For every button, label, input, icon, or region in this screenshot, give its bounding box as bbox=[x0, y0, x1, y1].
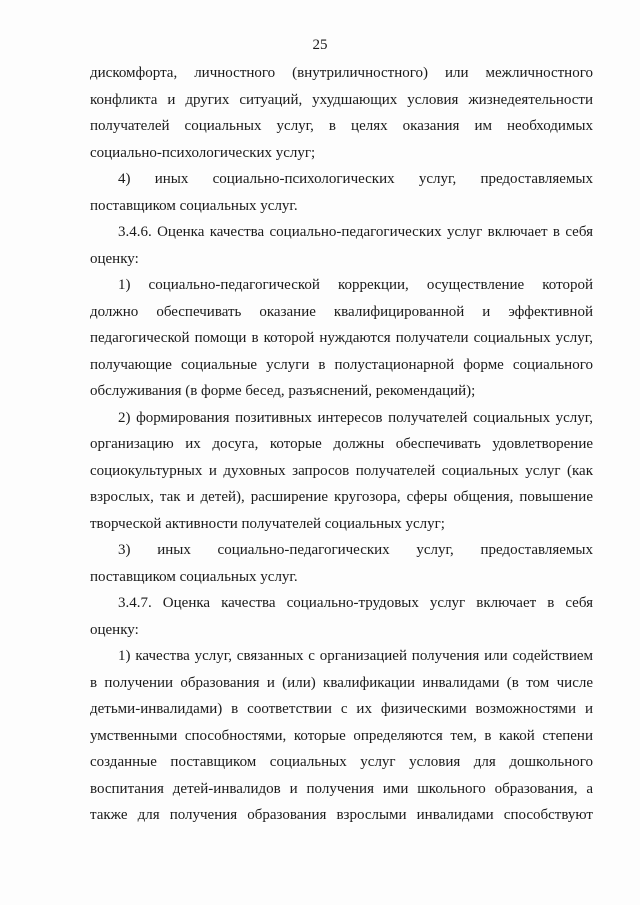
text-line: социально-психологических услуг; bbox=[90, 144, 316, 161]
paragraph-p-item-4-psych bbox=[90, 166, 593, 219]
text-line: 3.4.6. Оценка качества социально-педагогических услуг включает в себя bbox=[118, 224, 593, 240]
text-line: получающие социальные услуги в полустационарной форме социального bbox=[90, 356, 593, 373]
paragraph-p-3-4-6-item-3 bbox=[90, 537, 593, 590]
text-line: 2) формирования позитивных интересов получателей социальных услуг, bbox=[118, 409, 593, 426]
text-line: созданные поставщиком социальных услуг условия для дошкольного bbox=[90, 754, 593, 770]
text-line: поставщиком социальных услуг. bbox=[90, 568, 298, 585]
text-line: организацию их досуга, которые должны обеспечивать удовлетворение bbox=[90, 436, 593, 452]
text-line: получателей социальных услуг, в целях оказания им необходимых bbox=[90, 118, 593, 134]
text-line: в получении образования и (или) квалификации инвалидами (в том числе bbox=[90, 674, 593, 691]
text-line: обслуживания (в форме бесед, разъяснений, рекомендаций); bbox=[90, 383, 476, 399]
text-line: поставщиком социальных услуг. bbox=[90, 197, 298, 214]
paragraph-p-continuation bbox=[90, 60, 593, 166]
page-number: 25 bbox=[312, 37, 328, 53]
text-line: взрослых, так и детей), расширение кругозора, сферы общения, повышение bbox=[90, 489, 593, 505]
paragraph-p-3-4-7 bbox=[90, 590, 593, 643]
text-line: 4) иных социально-психологических услуг, предоставляемых bbox=[118, 171, 593, 187]
text-line: 1) социально-педагогической коррекции, осуществление которой bbox=[118, 277, 593, 293]
paragraph-p-3-4-7-item-1 bbox=[90, 643, 593, 829]
document-body bbox=[90, 60, 593, 829]
paragraph-p-3-4-6-item-2 bbox=[90, 405, 593, 538]
text-line: воспитания детей-инвалидов и получения ими школьного образования, а bbox=[90, 780, 593, 797]
text-line: дискомфорта, личностного (внутриличностного) или межличностного bbox=[90, 65, 593, 81]
text-line: также для получения образования взрослыми инвалидами способствуют bbox=[90, 807, 593, 823]
text-line: 3) иных социально-педагогических услуг, предоставляемых bbox=[118, 542, 593, 558]
text-line: конфликта и других ситуаций, ухудшающих условия жизнедеятельности bbox=[90, 91, 593, 108]
text-line: должно обеспечивать оказание квалифицированной и эффективной bbox=[90, 303, 593, 320]
text-line: творческой активности получателей социальных услуг; bbox=[90, 515, 445, 532]
text-line: социокультурных и духовных запросов получателей социальных услуг (как bbox=[90, 462, 593, 479]
text-line: детьми-инвалидами) в соответствии с их физическими возможностями и bbox=[90, 701, 593, 717]
text-line: оценку: bbox=[90, 250, 139, 267]
text-line: педагогической помощи в которой нуждаются получатели социальных услуг, bbox=[90, 330, 593, 346]
text-line: оценку: bbox=[90, 621, 139, 638]
paragraph-p-3-4-6 bbox=[90, 219, 593, 272]
text-line: 3.4.7. Оценка качества социально-трудовых услуг включает в себя bbox=[118, 595, 593, 611]
text-line: умственными способностями, которые определяются тем, в какой степени bbox=[90, 727, 593, 744]
text-line: 1) качества услуг, связанных с организацией получения или содействием bbox=[118, 648, 593, 664]
paragraph-p-3-4-6-item-1 bbox=[90, 272, 593, 405]
